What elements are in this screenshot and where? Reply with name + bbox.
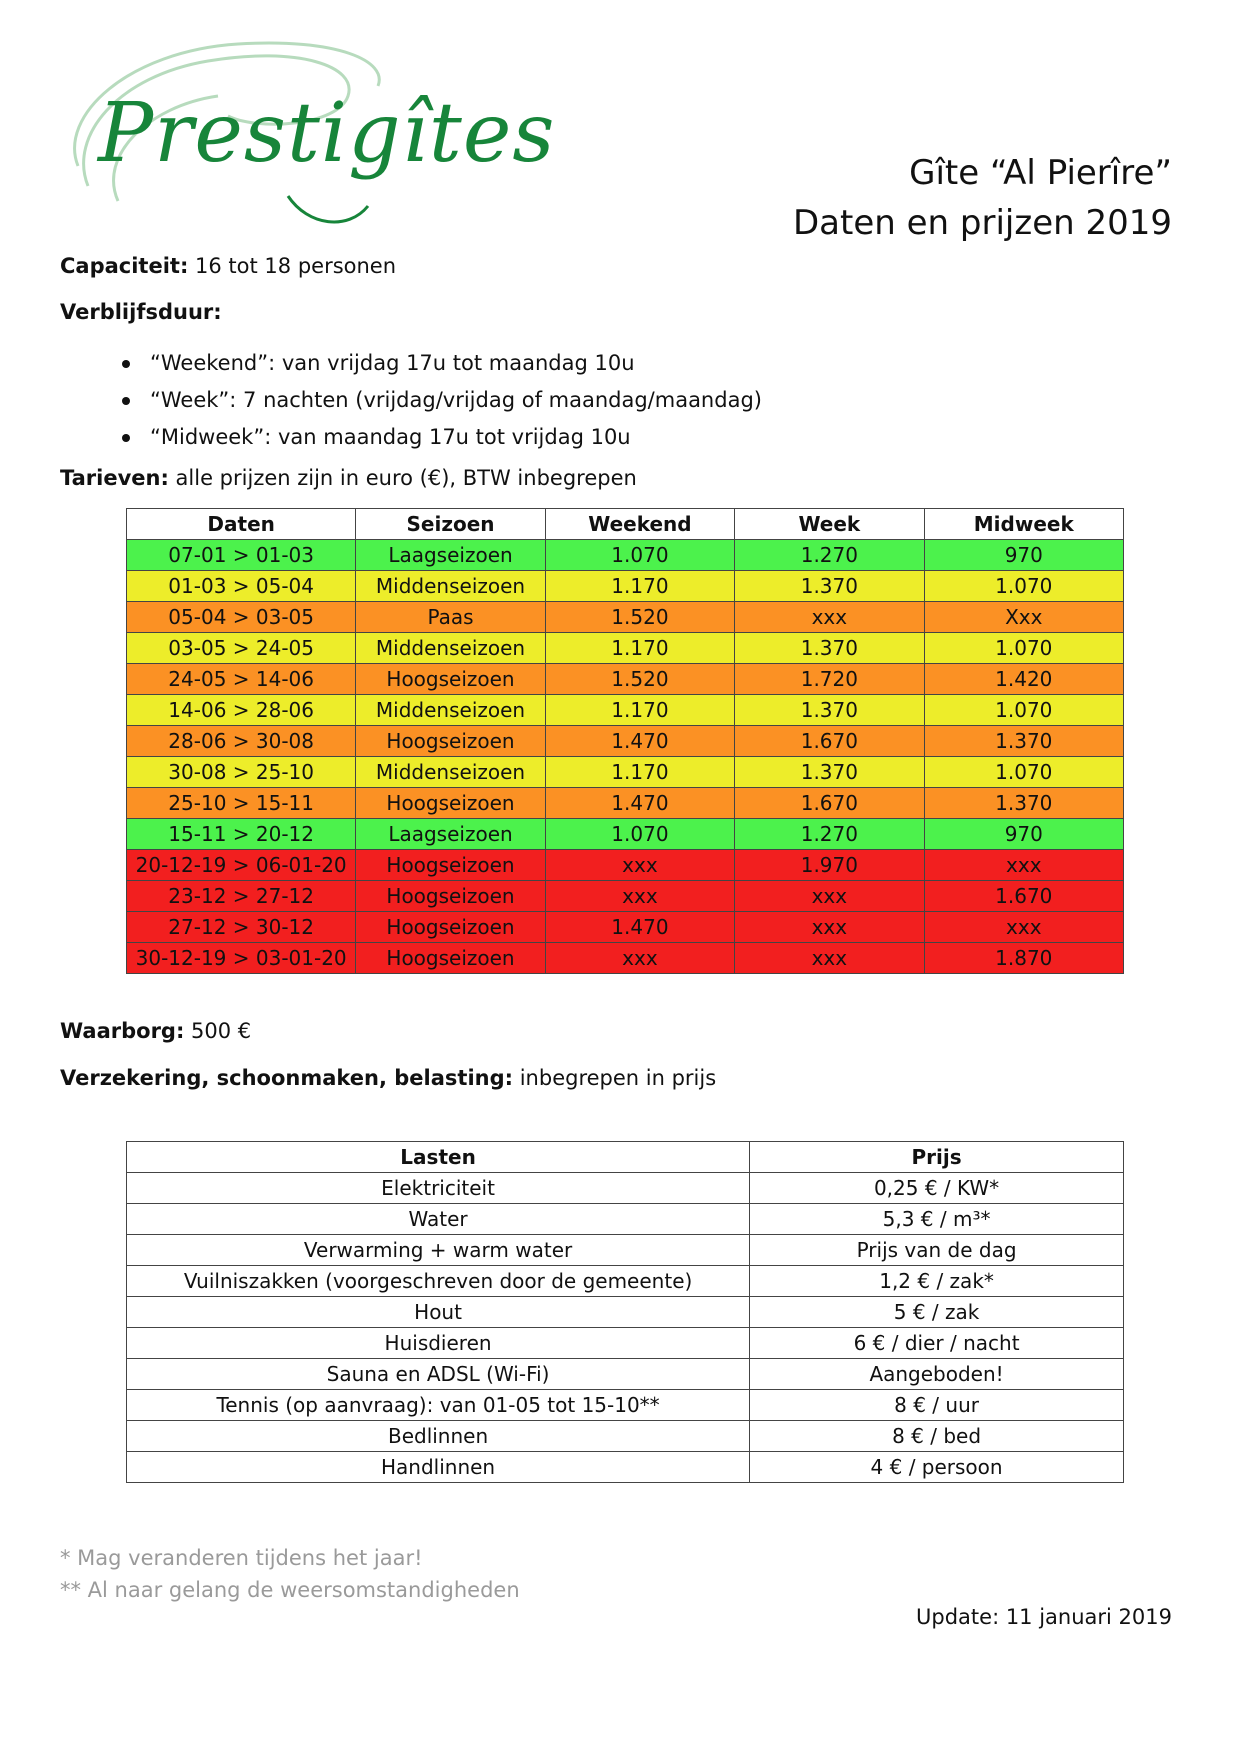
deposit-line: [60, 1019, 251, 1043]
price-cell-week: xxx: [735, 912, 924, 943]
price-cell-midweek: 1.870: [924, 943, 1123, 974]
stay-duration-list: [122, 345, 762, 456]
price-cell-week: 1.270: [735, 819, 924, 850]
price-cell-week: xxx: [735, 881, 924, 912]
deposit-value: 500 €: [184, 1019, 252, 1043]
price-cell-weekend: 1.170: [545, 757, 734, 788]
price-row: [127, 540, 1124, 571]
charges-cell-price: 4 € / persoon: [750, 1452, 1124, 1483]
price-cell-daten: 23-12 > 27-12: [127, 881, 356, 912]
price-cell-week: 1.370: [735, 571, 924, 602]
header-lasten: Lasten: [127, 1142, 750, 1173]
price-cell-midweek: 970: [924, 540, 1123, 571]
charges-row: [127, 1390, 1124, 1421]
header-midweek: Midweek: [924, 509, 1123, 540]
price-cell-daten: 24-05 > 14-06: [127, 664, 356, 695]
price-cell-midweek: xxx: [924, 912, 1123, 943]
price-cell-week: 1.970: [735, 850, 924, 881]
price-cell-weekend: 1.470: [545, 912, 734, 943]
price-cell-week: 1.370: [735, 633, 924, 664]
charges-cell-item: Handlinnen: [127, 1452, 750, 1483]
price-row: [127, 850, 1124, 881]
charges-row: [127, 1421, 1124, 1452]
price-row: [127, 695, 1124, 726]
charges-cell-item: Water: [127, 1204, 750, 1235]
price-cell-weekend: 1.170: [545, 571, 734, 602]
price-cell-midweek: Xxx: [924, 602, 1123, 633]
price-cell-daten: 14-06 > 28-06: [127, 695, 356, 726]
price-cell-weekend: 1.170: [545, 633, 734, 664]
price-cell-weekend: 1.070: [545, 819, 734, 850]
price-cell-daten: 25-10 > 15-11: [127, 788, 356, 819]
charges-cell-price: 1,2 € / zak*: [750, 1266, 1124, 1297]
price-cell-weekend: xxx: [545, 881, 734, 912]
charges-row: [127, 1266, 1124, 1297]
charges-cell-item: Elektriciteit: [127, 1173, 750, 1204]
price-row: [127, 788, 1124, 819]
deposit-label: Waarborg:: [60, 1019, 185, 1043]
price-cell-midweek: 1.370: [924, 726, 1123, 757]
capacity-label: Capaciteit:: [60, 254, 189, 278]
bullet-weekend: “Weekend”: van vrijdag 17u tot maandag 10u: [122, 345, 762, 382]
capacity-value: 16 tot 18 personen: [188, 254, 397, 278]
document-title: [793, 148, 1172, 248]
insurance-line: [60, 1066, 716, 1090]
price-table-header-row: [127, 509, 1124, 540]
price-cell-seizoen: Laagseizoen: [356, 540, 545, 571]
price-cell-week: xxx: [735, 602, 924, 633]
prestigites-logo: [58, 36, 598, 236]
charges-row: [127, 1297, 1124, 1328]
price-cell-weekend: 1.520: [545, 602, 734, 633]
price-cell-seizoen: Hoogseizoen: [356, 912, 545, 943]
price-cell-seizoen: Hoogseizoen: [356, 850, 545, 881]
price-cell-seizoen: Hoogseizoen: [356, 726, 545, 757]
charges-table-body: [127, 1173, 1124, 1483]
price-cell-daten: 27-12 > 30-12: [127, 912, 356, 943]
price-cell-midweek: 1.070: [924, 695, 1123, 726]
header-prijs: Prijs: [750, 1142, 1124, 1173]
header-seizoen: Seizoen: [356, 509, 545, 540]
price-cell-weekend: 1.070: [545, 540, 734, 571]
footnote-1: * Mag veranderen tijdens het jaar!: [60, 1546, 423, 1570]
bullet-week: “Week”: 7 nachten (vrijdag/vrijdag of maandag/maandag): [122, 382, 762, 419]
charges-row: [127, 1235, 1124, 1266]
price-cell-weekend: 1.170: [545, 695, 734, 726]
price-row: [127, 912, 1124, 943]
title-line-2: Daten en prijzen 2019: [793, 203, 1172, 243]
charges-cell-price: 8 € / uur: [750, 1390, 1124, 1421]
price-row: [127, 571, 1124, 602]
price-cell-weekend: 1.470: [545, 788, 734, 819]
bullet-midweek: “Midweek”: van maandag 17u tot vrijdag 10u: [122, 419, 762, 456]
price-cell-week: 1.670: [735, 726, 924, 757]
price-row: [127, 602, 1124, 633]
price-cell-weekend: xxx: [545, 850, 734, 881]
charges-cell-item: Hout: [127, 1297, 750, 1328]
price-cell-midweek: 1.070: [924, 571, 1123, 602]
price-row: [127, 726, 1124, 757]
charges-row: [127, 1328, 1124, 1359]
price-cell-week: 1.270: [735, 540, 924, 571]
price-cell-daten: 30-08 > 25-10: [127, 757, 356, 788]
price-cell-seizoen: Middenseizoen: [356, 757, 545, 788]
price-cell-week: 1.370: [735, 757, 924, 788]
charges-cell-price: 8 € / bed: [750, 1421, 1124, 1452]
price-row: [127, 664, 1124, 695]
charges-cell-price: 6 € / dier / nacht: [750, 1328, 1124, 1359]
price-cell-seizoen: Hoogseizoen: [356, 664, 545, 695]
price-cell-daten: 07-01 > 01-03: [127, 540, 356, 571]
price-cell-midweek: 1.070: [924, 757, 1123, 788]
price-cell-daten: 15-11 > 20-12: [127, 819, 356, 850]
price-cell-week: 1.370: [735, 695, 924, 726]
price-cell-midweek: 1.420: [924, 664, 1123, 695]
header-daten: Daten: [127, 509, 356, 540]
price-cell-seizoen: Hoogseizoen: [356, 788, 545, 819]
price-cell-daten: 03-05 > 24-05: [127, 633, 356, 664]
footnotes: [60, 1542, 520, 1606]
price-cell-weekend: xxx: [545, 943, 734, 974]
price-cell-week: 1.720: [735, 664, 924, 695]
price-cell-seizoen: Middenseizoen: [356, 571, 545, 602]
price-cell-seizoen: Hoogseizoen: [356, 881, 545, 912]
charges-cell-item: Sauna en ADSL (Wi-Fi): [127, 1359, 750, 1390]
insurance-label: Verzekering, schoonmaken, belasting:: [60, 1066, 514, 1090]
price-cell-daten: 30-12-19 > 03-01-20: [127, 943, 356, 974]
charges-table: [126, 1141, 1124, 1483]
charges-row: [127, 1452, 1124, 1483]
price-cell-midweek: xxx: [924, 850, 1123, 881]
charges-cell-price: 5 € / zak: [750, 1297, 1124, 1328]
title-line-1: Gîte “Al Pierîre”: [909, 153, 1172, 193]
price-cell-midweek: 970: [924, 819, 1123, 850]
price-cell-week: 1.670: [735, 788, 924, 819]
charges-row: [127, 1204, 1124, 1235]
rates-label: Tarieven:: [60, 466, 169, 490]
charges-table-header-row: [127, 1142, 1124, 1173]
charges-cell-item: Vuilniszakken (voorgeschreven door de gemeente): [127, 1266, 750, 1297]
charges-row: [127, 1359, 1124, 1390]
price-cell-week: xxx: [735, 943, 924, 974]
charges-row: [127, 1173, 1124, 1204]
price-cell-daten: 05-04 > 03-05: [127, 602, 356, 633]
charges-cell-item: Bedlinnen: [127, 1421, 750, 1452]
charges-cell-item: Huisdieren: [127, 1328, 750, 1359]
charges-cell-price: Aangeboden!: [750, 1359, 1124, 1390]
capacity-line: [60, 254, 396, 278]
footnote-2: ** Al naar gelang de weersomstandigheden: [60, 1578, 520, 1602]
price-cell-seizoen: Paas: [356, 602, 545, 633]
stay-duration-label: Verblijfsduur:: [60, 300, 222, 324]
price-cell-daten: 01-03 > 05-04: [127, 571, 356, 602]
charges-cell-price: Prijs van de dag: [750, 1235, 1124, 1266]
charges-cell-item: Tennis (op aanvraag): van 01-05 tot 15-10**: [127, 1390, 750, 1421]
price-cell-weekend: 1.520: [545, 664, 734, 695]
price-cell-seizoen: Hoogseizoen: [356, 943, 545, 974]
rates-value: alle prijzen zijn in euro (€), BTW inbegrepen: [168, 466, 637, 490]
price-row: [127, 943, 1124, 974]
price-cell-midweek: 1.370: [924, 788, 1123, 819]
rates-line: [60, 466, 637, 490]
price-cell-daten: 20-12-19 > 06-01-20: [127, 850, 356, 881]
price-cell-seizoen: Middenseizoen: [356, 633, 545, 664]
header-week: Week: [735, 509, 924, 540]
update-date: Update: 11 januari 2019: [916, 1605, 1172, 1629]
price-cell-midweek: 1.070: [924, 633, 1123, 664]
price-cell-daten: 28-06 > 30-08: [127, 726, 356, 757]
price-table: [126, 508, 1124, 974]
header-weekend: Weekend: [545, 509, 734, 540]
price-table-body: [127, 540, 1124, 974]
price-cell-weekend: 1.470: [545, 726, 734, 757]
price-cell-midweek: 1.670: [924, 881, 1123, 912]
price-cell-seizoen: Laagseizoen: [356, 819, 545, 850]
insurance-value: inbegrepen in prijs: [513, 1066, 717, 1090]
price-row: [127, 757, 1124, 788]
price-cell-seizoen: Middenseizoen: [356, 695, 545, 726]
charges-cell-item: Verwarming + warm water: [127, 1235, 750, 1266]
stay-duration-heading: [60, 300, 222, 324]
charges-cell-price: 0,25 € / KW*: [750, 1173, 1124, 1204]
price-row: [127, 819, 1124, 850]
charges-cell-price: 5,3 € / m³*: [750, 1204, 1124, 1235]
price-row: [127, 881, 1124, 912]
logo-text: Prestigîtes: [98, 86, 556, 181]
price-row: [127, 633, 1124, 664]
